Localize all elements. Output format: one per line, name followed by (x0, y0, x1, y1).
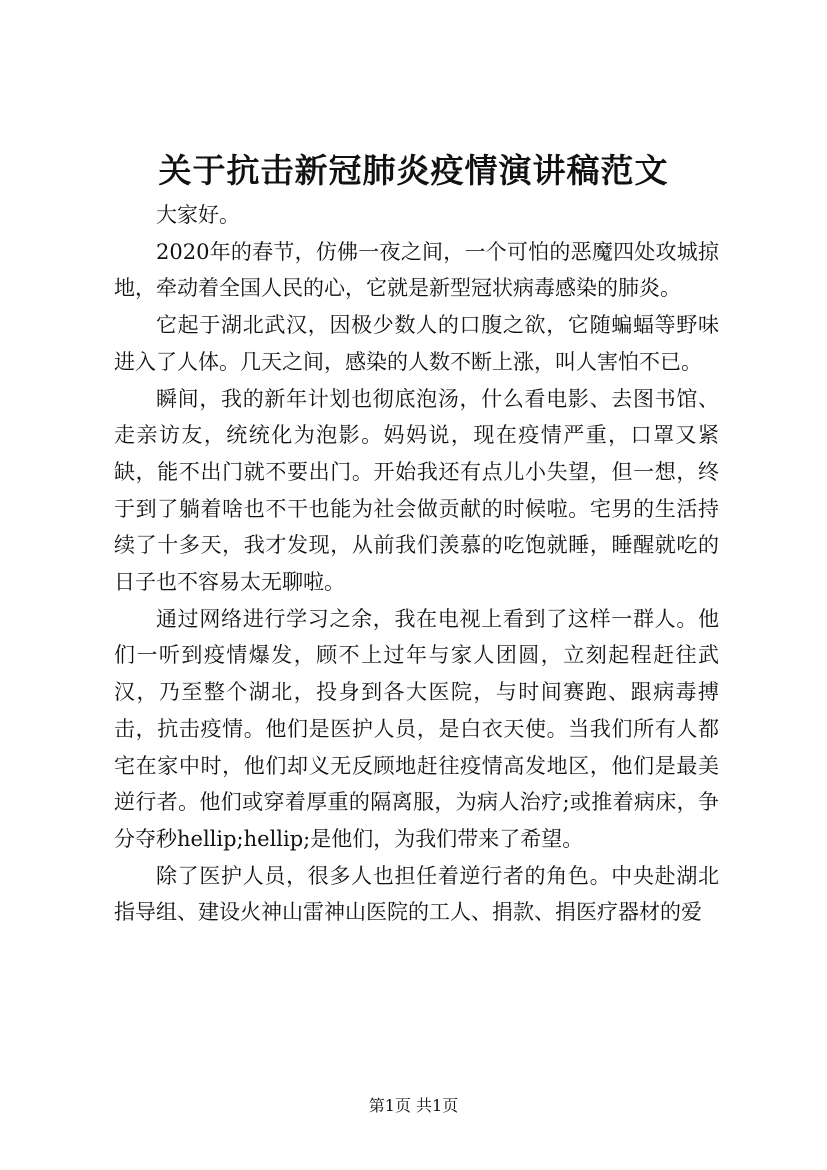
document-title: 关于抗击新冠肺炎疫情演讲稿范文 (158, 151, 669, 190)
document-body (114, 197, 719, 931)
paragraph-greeting: 大家好。 (156, 203, 240, 227)
paragraph-medical-staff: 通过网络进行学习之余，我在电视上看到了这样一群人。他们一听到疫情爆发，顾不上过年与家人团圆，立刻起程赶往武汉，乃至整个湖北，投身到各大医院，与时间赛跑、跟病毒搏击，抗击疫情。他们是医护人员，是白衣天使。当我们所有人都宅在家中时，他们却义无反顾地赶往疫情高发地区，他们是最美逆行者。他们或穿着厚重的隔离服，为病人治疗;或推着病床，争分夺秒hellip;hellip;是他们，为我们带来了希望。 (114, 606, 719, 851)
paragraph-other-heroes: 除了医护人员，很多人也担任着逆行者的角色。中央赴湖北指导组、建设火神山雷神山医院的工人、捐款、捐医疗器材的爱 (114, 863, 719, 925)
paragraph-new-year-plan: 瞬间，我的新年计划也彻底泡汤，什么看电影、去图书馆、走亲访友，统统化为泡影。妈妈说，现在疫情严重，口罩又紧缺，能不出门就不要出门。开始我还有点儿小失望，但一想，终于到了躺着啥也不干也能为社会做贡献的时候啦。宅男的生活持续了十多天，我才发现，从前我们羡慕的吃饱就睡，睡醒就吃的日子也不容易太无聊啦。 (114, 386, 719, 595)
page-number-footer: 第1页 共1页 (368, 1096, 459, 1115)
paragraph-origin: 它起于湖北武汉，因极少数人的口腹之欲，它随蝙蝠等野味进入了人体。几天之间，感染的人数不断上涨，叫人害怕不已。 (114, 313, 719, 374)
paragraph-spring-festival: 2020年的春节，仿佛一夜之间，一个可怕的恶魔四处攻城掠地，牵动着全国人民的心，它就是新型冠状病毒感染的肺炎。 (114, 239, 719, 301)
